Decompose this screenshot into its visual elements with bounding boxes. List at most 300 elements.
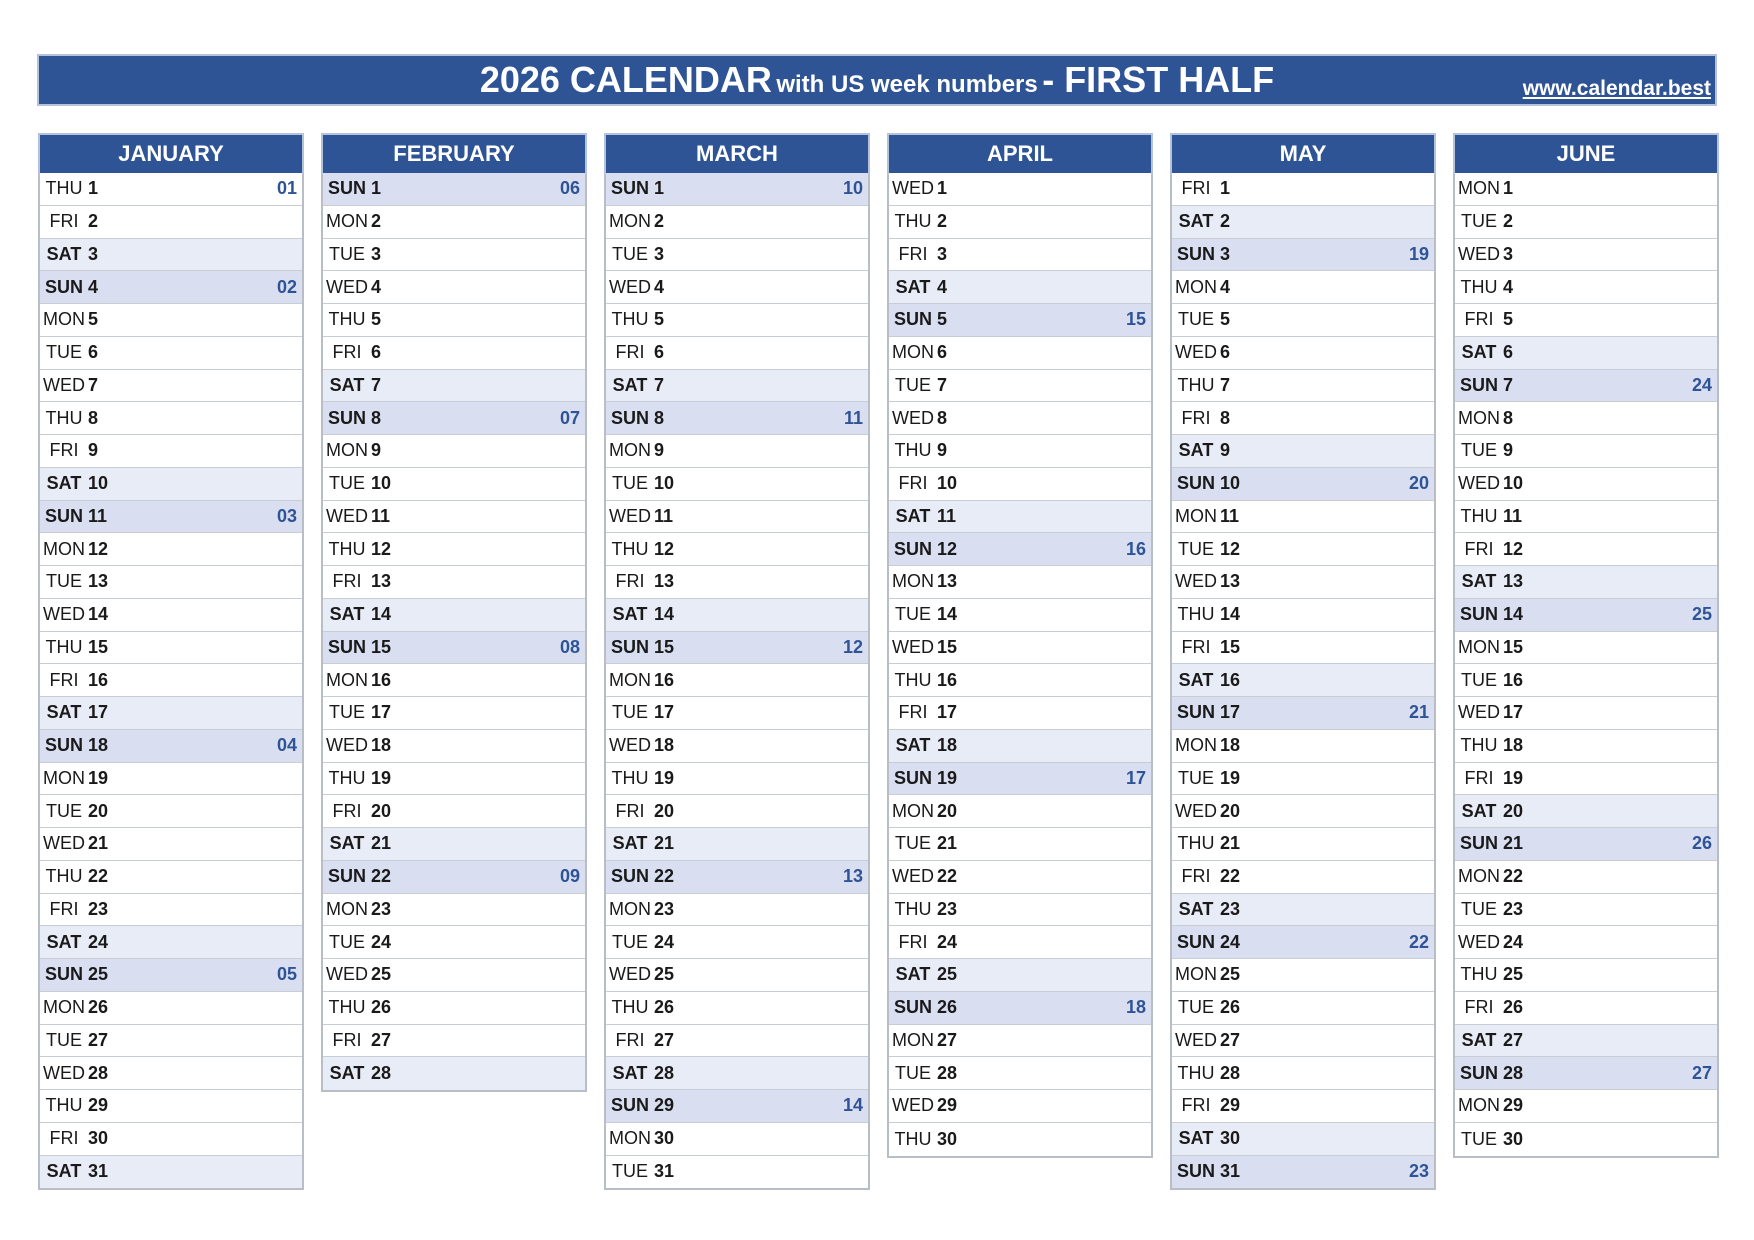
day-number: 10 [88, 473, 109, 494]
day-name: WED [1458, 473, 1500, 494]
day-row [1172, 1025, 1434, 1058]
week-number: 24 [1691, 374, 1712, 395]
day-row [1172, 370, 1434, 403]
day-number: 22 [1220, 866, 1241, 887]
day-number: 23 [937, 898, 958, 919]
day-name: WED [1458, 702, 1500, 723]
day-row [323, 566, 585, 599]
day-number: 24 [937, 931, 958, 952]
day-name: THU [45, 407, 83, 428]
day-row [1172, 271, 1434, 304]
day-row [40, 828, 302, 861]
day-number: 31 [88, 1161, 109, 1182]
day-name: MON [1458, 178, 1500, 199]
day-name: SUN [893, 997, 932, 1018]
day-row [1172, 501, 1434, 534]
day-number: 14 [937, 604, 958, 625]
day-name: MON [609, 211, 651, 232]
day-row [1172, 533, 1434, 566]
day-name: SUN [1176, 1161, 1215, 1182]
day-number: 10 [1503, 473, 1524, 494]
day-row [323, 795, 585, 828]
day-number: 11 [1503, 505, 1523, 526]
day-name: FRI [898, 473, 928, 494]
day-number: 8 [371, 407, 382, 428]
day-row [1455, 468, 1717, 501]
day-number: 30 [1503, 1128, 1524, 1149]
day-number: 10 [371, 473, 392, 494]
week-number: 10 [842, 178, 863, 199]
day-name: FRI [615, 571, 645, 592]
day-name: THU [611, 997, 649, 1018]
day-name: FRI [1464, 309, 1494, 330]
day-row [1172, 1156, 1434, 1189]
day-number: 30 [937, 1128, 958, 1149]
day-row [1172, 1123, 1434, 1156]
day-row [1455, 664, 1717, 697]
day-row [40, 501, 302, 534]
day-name: WED [1175, 342, 1217, 363]
day-name: THU [45, 178, 83, 199]
day-number: 6 [654, 342, 665, 363]
day-name: THU [611, 538, 649, 559]
day-number: 25 [937, 964, 958, 985]
day-number: 3 [937, 243, 948, 264]
day-number: 9 [371, 440, 382, 461]
day-name: MON [43, 309, 85, 330]
day-row [1455, 1025, 1717, 1058]
week-number: 17 [1125, 767, 1146, 788]
week-number: 07 [559, 407, 580, 428]
day-row [889, 304, 1151, 337]
day-name: MON [1175, 276, 1217, 297]
day-row [323, 992, 585, 1025]
day-number: 4 [654, 276, 665, 297]
day-number: 15 [371, 636, 392, 657]
day-number: 25 [654, 964, 675, 985]
day-number: 27 [654, 1029, 675, 1050]
day-name: SUN [610, 866, 649, 887]
week-number: 08 [559, 636, 580, 657]
day-name: WED [609, 276, 651, 297]
day-number: 5 [371, 309, 382, 330]
day-row [1172, 435, 1434, 468]
day-row [40, 370, 302, 403]
day-row [1455, 501, 1717, 534]
day-number: 10 [654, 473, 675, 494]
day-number: 2 [1220, 211, 1231, 232]
day-number: 14 [1220, 604, 1241, 625]
day-row [323, 828, 585, 861]
day-row [1455, 959, 1717, 992]
day-row [889, 632, 1151, 665]
day-row [1455, 173, 1717, 206]
day-number: 6 [1220, 342, 1231, 363]
day-number: 1 [937, 178, 948, 199]
month-header: MAY [1172, 135, 1434, 173]
day-name: THU [611, 309, 649, 330]
day-row [323, 533, 585, 566]
week-number: 01 [276, 178, 297, 199]
day-name: FRI [615, 1029, 645, 1050]
day-row [1455, 1090, 1717, 1123]
day-row [606, 1057, 868, 1090]
day-name: FRI [332, 342, 362, 363]
day-name: MON [326, 898, 368, 919]
day-name: MON [609, 669, 651, 690]
day-number: 23 [371, 898, 392, 919]
day-name: SUN [327, 178, 366, 199]
day-row [606, 828, 868, 861]
day-row [1172, 599, 1434, 632]
day-row [1455, 402, 1717, 435]
day-number: 16 [371, 669, 392, 690]
day-number: 19 [654, 767, 675, 788]
day-name: TUE [1461, 1128, 1497, 1149]
day-number: 28 [937, 1062, 958, 1083]
day-row [889, 795, 1151, 828]
day-number: 20 [371, 800, 392, 821]
day-name: TUE [46, 571, 82, 592]
day-row [889, 435, 1151, 468]
day-name: FRI [1464, 997, 1494, 1018]
day-number: 13 [937, 571, 958, 592]
day-name: TUE [895, 833, 931, 854]
day-name: THU [45, 636, 83, 657]
day-name: THU [611, 767, 649, 788]
day-row [606, 501, 868, 534]
day-row [889, 926, 1151, 959]
day-number: 26 [88, 997, 109, 1018]
day-name: TUE [1178, 997, 1214, 1018]
day-name: WED [326, 276, 368, 297]
week-number: 15 [1125, 309, 1146, 330]
day-row [40, 1090, 302, 1123]
day-name: SUN [1459, 604, 1498, 625]
day-row [1172, 697, 1434, 730]
day-number: 29 [1220, 1095, 1241, 1116]
day-number: 8 [654, 407, 665, 428]
day-name: SAT [1461, 1029, 1497, 1050]
day-name: SAT [612, 374, 648, 395]
day-number: 20 [88, 800, 109, 821]
day-name: THU [894, 898, 932, 919]
day-number: 22 [937, 866, 958, 887]
day-number: 2 [937, 211, 948, 232]
day-number: 20 [654, 800, 675, 821]
day-name: MON [1458, 1095, 1500, 1116]
day-name: FRI [1181, 1095, 1211, 1116]
day-row [40, 337, 302, 370]
day-number: 25 [88, 964, 109, 985]
day-number: 29 [937, 1095, 958, 1116]
website-link[interactable]: www.calendar.best [1522, 77, 1711, 100]
day-number: 6 [1503, 342, 1514, 363]
week-number: 04 [276, 735, 297, 756]
day-number: 22 [371, 866, 392, 887]
day-number: 12 [88, 538, 109, 559]
day-number: 3 [88, 243, 99, 264]
day-name: MON [609, 440, 651, 461]
week-number: 09 [559, 866, 580, 887]
day-number: 23 [1220, 898, 1241, 919]
day-row [1455, 697, 1717, 730]
day-row [323, 632, 585, 665]
day-number: 4 [88, 276, 99, 297]
day-row [889, 1025, 1151, 1058]
day-name: SUN [610, 178, 649, 199]
week-number: 02 [276, 276, 297, 297]
day-row [1172, 632, 1434, 665]
day-name: THU [1460, 735, 1498, 756]
day-row [889, 402, 1151, 435]
day-name: MON [1175, 964, 1217, 985]
day-row [889, 370, 1151, 403]
day-row [1172, 304, 1434, 337]
day-row [40, 304, 302, 337]
day-name: SAT [329, 374, 365, 395]
day-name: SAT [1461, 800, 1497, 821]
day-name: WED [609, 505, 651, 526]
day-row [323, 271, 585, 304]
day-row [1172, 468, 1434, 501]
day-number: 26 [937, 997, 958, 1018]
week-number: 25 [1691, 604, 1712, 625]
day-row [40, 763, 302, 796]
day-number: 17 [1503, 702, 1524, 723]
day-name: THU [1460, 964, 1498, 985]
day-row [40, 566, 302, 599]
day-name: FRI [898, 243, 928, 264]
day-name: TUE [612, 243, 648, 264]
day-name: MON [326, 211, 368, 232]
day-row [1172, 992, 1434, 1025]
day-name: SUN [44, 735, 83, 756]
day-row [606, 1123, 868, 1156]
day-row [1455, 1057, 1717, 1090]
day-name: THU [1460, 505, 1498, 526]
day-name: THU [1177, 1062, 1215, 1083]
day-name: SUN [1176, 931, 1215, 952]
day-number: 11 [654, 505, 674, 526]
month-header: JUNE [1455, 135, 1717, 173]
day-row [1172, 1057, 1434, 1090]
day-name: FRI [1181, 636, 1211, 657]
day-row [323, 763, 585, 796]
day-name: WED [326, 964, 368, 985]
day-number: 2 [654, 211, 665, 232]
day-row [323, 304, 585, 337]
day-name: SAT [329, 833, 365, 854]
day-row [40, 959, 302, 992]
day-row [889, 1123, 1151, 1156]
day-row [606, 1090, 868, 1123]
day-number: 24 [654, 931, 675, 952]
day-row [1455, 435, 1717, 468]
day-row [323, 206, 585, 239]
day-name: SUN [327, 636, 366, 657]
day-name: SUN [893, 767, 932, 788]
day-number: 12 [371, 538, 392, 559]
day-number: 5 [937, 309, 948, 330]
day-number: 28 [654, 1062, 675, 1083]
day-number: 27 [88, 1029, 109, 1050]
day-row [1172, 239, 1434, 272]
day-number: 16 [1503, 669, 1524, 690]
day-number: 24 [1503, 931, 1524, 952]
day-name: THU [894, 1128, 932, 1149]
day-row [40, 894, 302, 927]
week-number: 22 [1408, 931, 1429, 952]
day-row [1455, 599, 1717, 632]
day-name: TUE [329, 243, 365, 264]
day-name: MON [1458, 866, 1500, 887]
day-row [1172, 173, 1434, 206]
day-name: TUE [895, 1062, 931, 1083]
day-row [323, 730, 585, 763]
day-number: 31 [654, 1161, 675, 1182]
day-row [40, 632, 302, 665]
day-number: 7 [1503, 374, 1514, 395]
day-number: 16 [937, 669, 958, 690]
day-number: 31 [1220, 1161, 1241, 1182]
day-number: 10 [1220, 473, 1241, 494]
day-number: 21 [937, 833, 958, 854]
day-name: WED [892, 636, 934, 657]
day-name: SAT [46, 243, 82, 264]
day-number: 25 [1503, 964, 1524, 985]
day-name: MON [892, 342, 934, 363]
month-column-march [606, 135, 868, 1188]
day-name: TUE [1178, 309, 1214, 330]
day-name: TUE [1178, 767, 1214, 788]
day-name: WED [1175, 800, 1217, 821]
day-name: TUE [46, 800, 82, 821]
day-number: 19 [1503, 767, 1524, 788]
day-row [323, 435, 585, 468]
day-number: 17 [88, 702, 109, 723]
day-number: 9 [1503, 440, 1514, 461]
day-number: 20 [1220, 800, 1241, 821]
day-number: 8 [937, 407, 948, 428]
day-row [889, 501, 1151, 534]
day-number: 26 [371, 997, 392, 1018]
day-number: 2 [88, 211, 99, 232]
week-number: 05 [276, 964, 297, 985]
day-name: SUN [893, 538, 932, 559]
day-row [40, 206, 302, 239]
day-name: FRI [332, 800, 362, 821]
day-row [40, 271, 302, 304]
day-row [323, 1025, 585, 1058]
day-name: THU [894, 440, 932, 461]
day-number: 4 [1503, 276, 1514, 297]
day-row [1172, 337, 1434, 370]
day-name: SUN [1459, 1062, 1498, 1083]
day-number: 5 [88, 309, 99, 330]
day-number: 19 [937, 767, 958, 788]
day-number: 1 [654, 178, 665, 199]
month-column-june [1455, 135, 1717, 1156]
day-row [1455, 566, 1717, 599]
day-number: 16 [654, 669, 675, 690]
day-number: 12 [654, 538, 675, 559]
day-name: SUN [1459, 833, 1498, 854]
day-row [606, 763, 868, 796]
day-name: WED [43, 1062, 85, 1083]
day-number: 15 [937, 636, 958, 657]
day-name: MON [1458, 407, 1500, 428]
day-number: 12 [1220, 538, 1241, 559]
day-number: 18 [1220, 735, 1241, 756]
day-number: 5 [1220, 309, 1231, 330]
day-row [323, 664, 585, 697]
day-row [40, 1025, 302, 1058]
day-number: 12 [937, 538, 958, 559]
day-name: SAT [46, 931, 82, 952]
day-name: SUN [327, 866, 366, 887]
day-number: 18 [1503, 735, 1524, 756]
day-name: WED [43, 833, 85, 854]
day-row [889, 566, 1151, 599]
day-name: SAT [895, 735, 931, 756]
day-name: TUE [329, 473, 365, 494]
day-number: 15 [88, 636, 109, 657]
day-number: 26 [1503, 997, 1524, 1018]
day-row [606, 206, 868, 239]
day-row [606, 239, 868, 272]
day-number: 22 [88, 866, 109, 887]
day-name: SAT [1461, 342, 1497, 363]
day-row [40, 992, 302, 1025]
day-name: SAT [895, 276, 931, 297]
day-name: FRI [1181, 407, 1211, 428]
day-row [40, 697, 302, 730]
day-row [1455, 795, 1717, 828]
week-number: 06 [559, 178, 580, 199]
day-name: TUE [1461, 440, 1497, 461]
day-row [1455, 337, 1717, 370]
day-name: WED [326, 505, 368, 526]
day-row [40, 926, 302, 959]
day-row [323, 861, 585, 894]
day-number: 7 [654, 374, 665, 395]
day-name: SUN [1176, 243, 1215, 264]
day-name: MON [892, 571, 934, 592]
day-name: THU [1177, 604, 1215, 625]
day-name: SUN [610, 407, 649, 428]
day-row [889, 763, 1151, 796]
day-row [606, 533, 868, 566]
day-row [606, 894, 868, 927]
day-name: THU [1460, 276, 1498, 297]
day-name: WED [892, 1095, 934, 1116]
day-name: MON [43, 538, 85, 559]
day-number: 28 [1503, 1062, 1524, 1083]
day-name: SAT [1178, 669, 1214, 690]
day-row [1455, 828, 1717, 861]
day-name: WED [1458, 931, 1500, 952]
week-number: 26 [1691, 833, 1712, 854]
day-number: 16 [88, 669, 109, 690]
day-number: 20 [937, 800, 958, 821]
day-number: 7 [88, 374, 99, 395]
day-number: 11 [1220, 505, 1240, 526]
day-number: 4 [371, 276, 382, 297]
day-row [1172, 861, 1434, 894]
day-row [40, 795, 302, 828]
day-number: 3 [371, 243, 382, 264]
